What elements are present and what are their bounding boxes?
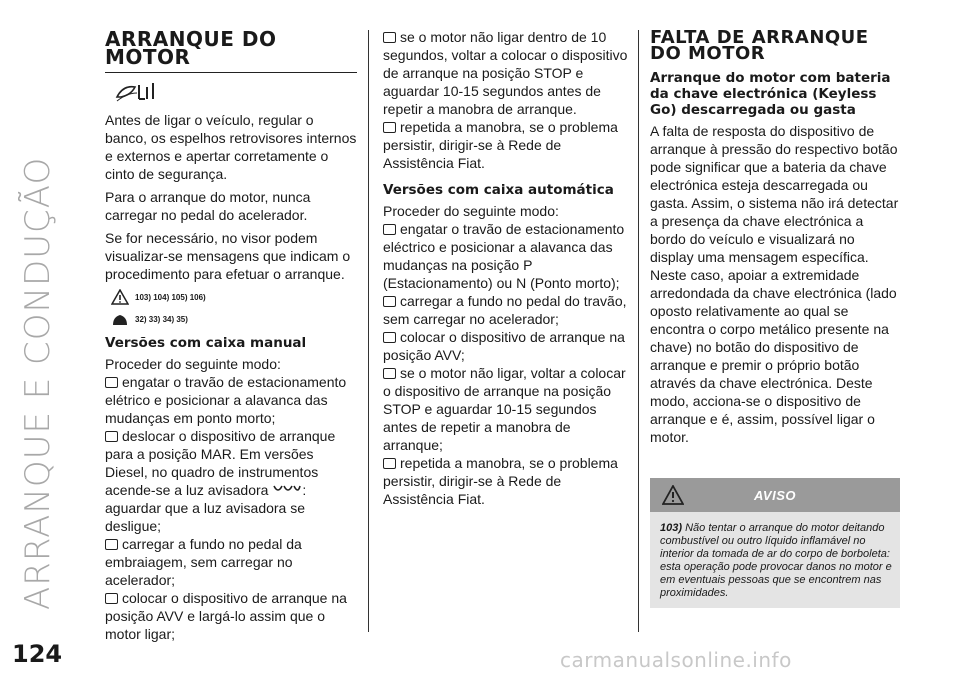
list-item: carregar a fundo no pedal da embraiagem, sem carregar no acelerador; (105, 536, 302, 588)
page-number: 124 (12, 640, 63, 668)
bullet-icon (383, 332, 396, 343)
warning-references: 103) 104) 105) 106) (111, 289, 357, 305)
body-paragraph: A falta de resposta do dispositivo de arranque à pressão do respectivo botão pode significar que a bateria da chave electrónica esteja descarregada ou gasta. Assim, o sistema não irá detectar a presença da chave electrónica a bordo do veículo e visualizará no display uma mensagem específica. Neste caso, apoiar a extremidade arredondada da chave electrónica (lado oposto relativamente ao qual se encontra o corpo metálico presente na chave) no botão do dispositivo de arranque e premir o próprio botão através da chave electrónica. Deste modo, acciona-se o dispositivo de arranque e é, assim, possível ligar o motor. (650, 123, 899, 445)
bullet-icon (105, 377, 118, 388)
section-heading: FALTA DE ARRANQUE DO MOTOR (650, 27, 869, 64)
lead-text: Proceder do seguinte modo: (105, 356, 281, 372)
intro-paragraph: Antes de ligar o veículo, regular o banco, os espelhos retrovisores internos e externos e apertar corretamente o cinto de segurança. (105, 112, 357, 182)
list-item: se o motor não ligar dentro de 10 segundos, voltar a colocar o dispositivo de arranque na posição STOP e aguardar 10-15 segundos antes de repetir a manobra de arranque. (383, 29, 628, 117)
bullet-icon (383, 368, 396, 379)
warning-triangle-icon (662, 485, 684, 505)
list-item: aguardar que a luz avisadora se desligue; (105, 500, 306, 534)
watermark: carmanualsonline.info (560, 648, 792, 672)
list-item: colocar o dispositivo de arranque na posição AVV; (383, 329, 625, 363)
subheading: Versões com caixa automática (383, 182, 614, 198)
caution-references: 32) 33) 34) 35) (111, 311, 357, 327)
list-item: repetida a manobra, se o problema persistir, dirigir-se à Rede de Assistência Fiat. (383, 119, 618, 171)
warning-box-title: AVISO (754, 487, 796, 503)
eco-leaf-icon (113, 79, 161, 105)
section-heading: ARRANQUE DO MOTOR (105, 28, 357, 73)
warning-box (650, 468, 900, 608)
bullet-icon (383, 32, 396, 43)
list-item: engatar o travão de estacionamento elétrico e posicionar a alavanca das mudanças em ponto morto; (105, 374, 347, 426)
warning-triangle-icon (111, 289, 129, 305)
column-divider (638, 30, 639, 632)
column-3 (650, 28, 900, 608)
bullet-icon (383, 458, 396, 469)
glow-plug-warning-icon (272, 483, 302, 495)
warning-box-header (650, 478, 900, 512)
column-2 (383, 28, 633, 508)
warning-number: 103) (660, 522, 683, 534)
lead-text: Proceder do seguinte modo: (383, 203, 559, 219)
caution-icon (111, 311, 129, 327)
bullet-icon (105, 539, 118, 550)
bullet-icon (383, 224, 396, 235)
list-item: se o motor não ligar, voltar a colocar o dispositivo de arranque na posição STOP e aguardar 10-15 segundos antes de repetir a manobra de arranque; (383, 365, 626, 453)
intro-paragraph: Se for necessário, no visor podem visualizar-se mensagens que indicam o procedimento para efetuar o arranque. (105, 230, 351, 282)
bullet-icon (105, 593, 118, 604)
warning-box-body (650, 512, 900, 608)
intro-paragraph: Para o arranque do motor, nunca carregar no pedal do acelerador. (105, 189, 311, 223)
warning-text: Não tentar o arranque do motor deitando combustível ou outro líquido inflamável no interior da tomada de ar do corpo de borboleta: esta operação pode provocar danos no motor e em eventuais pessoas que se encontrem nas proximidades. (660, 522, 892, 599)
bullet-icon (383, 122, 396, 133)
bullet-icon (383, 296, 396, 307)
list-item: colocar o dispositivo de arranque na posição AVV e largá-lo assim que o motor ligar; (105, 590, 347, 642)
list-item: repetida a manobra, se o problema persistir, dirigir-se à Rede de Assistência Fiat. (383, 455, 618, 507)
list-item: deslocar o dispositivo de arranque para a posição MAR. Em versões Diesel, no quadro de instrumentos acende-se a luz avisadora : (105, 428, 336, 498)
bullet-icon (105, 431, 118, 442)
list-item: carregar a fundo no pedal do travão, sem carregar no acelerador; (383, 293, 627, 327)
list-item: engatar o travão de estacionamento eléctrico e posicionar a alavanca das mudanças na posição P (Estacionamento) ou N (Ponto morto); (383, 221, 625, 291)
subheading: Arranque do motor com bateria da chave electrónica (Keyless Go) descarregada ou gasta (650, 70, 891, 118)
section-side-title: ARRANQUE E CONDUÇÃO (18, 156, 58, 610)
column-divider (368, 30, 369, 632)
column-1 (105, 28, 357, 643)
subheading: Versões com caixa manual (105, 335, 307, 351)
